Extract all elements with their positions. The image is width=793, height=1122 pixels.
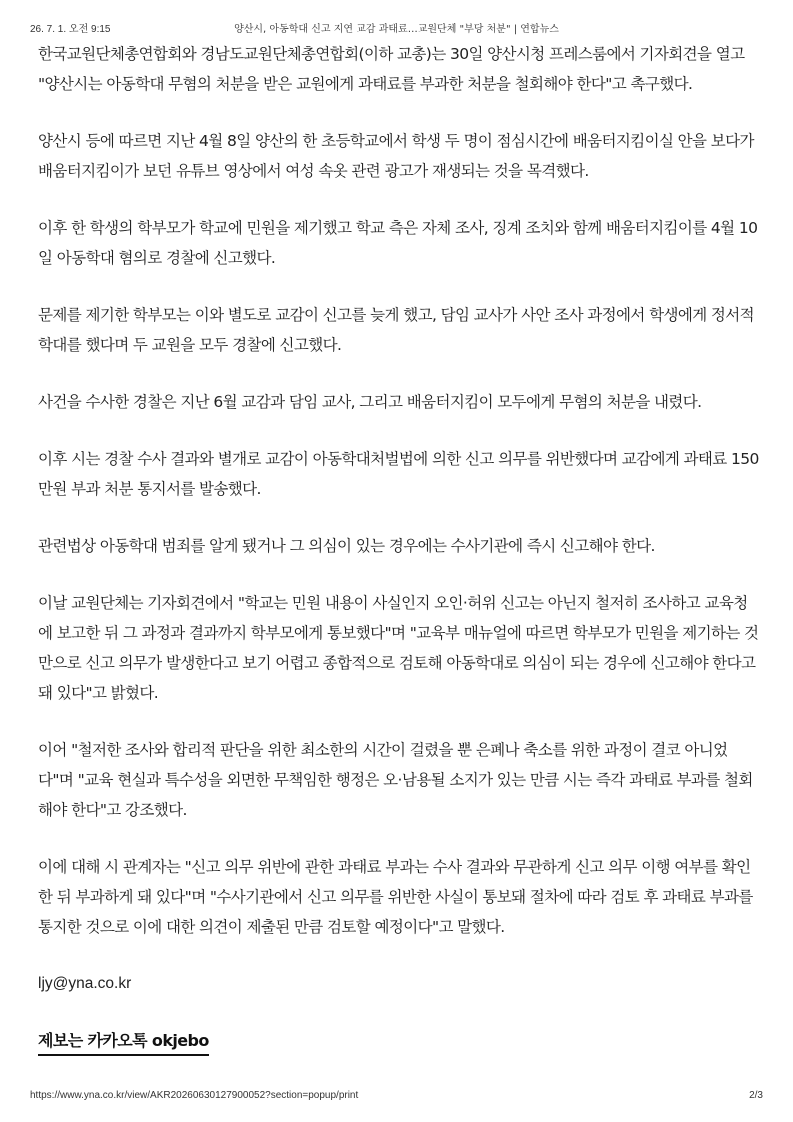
article-paragraph: 한국교원단체총연합회와 경남도교원단체총연합회(이하 교총)는 30일 양산시청 프레스룸에서 기자회견을 열고 "양산시는 아동학대 무혐의 처분을 받은 교원에게 과태료를 부과한 처분을 철회해야 한다"고 촉구했다. — [38, 45, 745, 93]
article-paragraph: 이어 "철저한 조사와 합리적 판단을 위한 최소한의 시간이 걸렸을 뿐 은폐나 축소를 위한 과정이 결코 아니었다"며 "교육 현실과 특수성을 외면한 무책임한 행정은 오·남용될 소지가 있는 만큼 시는 즉각 과태료 부과를 철회해야 한다"고 강조했다. — [38, 741, 753, 819]
article-paragraph: 이날 교원단체는 기자회견에서 "학교는 민원 내용이 사실인지 오인·허위 신고는 아닌지 철저히 조사하고 교육청에 보고한 뒤 그 과정과 결과까지 학부모에게 통보했다"며 "교육부 매뉴얼에 따르면 학부모가 민원을 제기하는 것만으로 신고 의무가 발생한다고 보기 어렵고 종합적으로 검토해 아동학대로 의심이 되는 경우에 신고해야 한다고 돼 있다"고 밝혔다. — [38, 594, 759, 702]
article-paragraph: 관련법상 아동학대 범죄를 알게 됐거나 그 의심이 있는 경우에는 수사기관에 즉시 신고해야 한다. — [38, 537, 655, 555]
article-paragraph: 이에 대해 시 관계자는 "신고 의무 위반에 관한 과태료 부과는 수사 결과와 무관하게 신고 의무 이행 여부를 확인한 뒤 부과하게 돼 있다"며 "수사기관에서 신고 의무를 위반한 사실이 통보돼 절차에 따라 검토 후 과태료 부과를 통지한 것으로 이에 대한 의견이 제출된 만큼 검토할 예정이다"고 말했다. — [38, 858, 753, 936]
article-paragraph: 이후 시는 경찰 수사 결과와 별개로 교감이 아동학대처벌법에 의한 신고 의무를 위반했다며 교감에게 과태료 150만원 부과 처분 통지서를 발송했다. — [38, 450, 759, 498]
kakaotalk-tip-link[interactable]: 제보는 카카오톡 okjebo — [38, 1029, 209, 1056]
tip-link-container — [38, 1026, 760, 1056]
page-number: 2/3 — [749, 1090, 763, 1101]
article-paragraph: 양산시 등에 따르면 지난 4월 8일 양산의 한 초등학교에서 학생 두 명이 점심시간에 배움터지킴이실 안을 보다가 배움터지킴이가 보던 유튜브 영상에서 여성 속옷 관련 광고가 재생되는 것을 목격했다. — [38, 132, 754, 180]
page-url: https://www.yna.co.kr/view/AKR20260630127900052?section=popup/print — [30, 1090, 359, 1101]
print-datetime: 26. 7. 1. 오전 9:15 — [30, 24, 111, 35]
article-paragraph: 이후 한 학생의 학부모가 학교에 민원을 제기했고 학교 측은 자체 조사, 징계 조치와 함께 배움터지킴이를 4월 10일 아동학대 혐의로 경찰에 신고했다. — [38, 219, 758, 267]
reporter-email: ljy@yna.co.kr — [38, 975, 132, 992]
print-page-title: 양산시, 아동학대 신고 지연 교감 과태료…교원단체 "부당 처분" | 연합뉴스 — [234, 24, 559, 35]
article-paragraph: 사건을 수사한 경찰은 지난 6월 교감과 담임 교사, 그리고 배움터지킴이 모두에게 무혐의 처분을 내렸다. — [38, 393, 702, 411]
print-footer — [30, 1090, 763, 1106]
article-paragraph: 문제를 제기한 학부모는 이와 별도로 교감이 신고를 늦게 했고, 담임 교사가 사안 조사 과정에서 학생에게 정서적 학대를 했다며 두 교원을 모두 경찰에 신고했다. — [38, 306, 755, 354]
print-header — [30, 20, 763, 36]
article-body — [38, 39, 760, 1056]
